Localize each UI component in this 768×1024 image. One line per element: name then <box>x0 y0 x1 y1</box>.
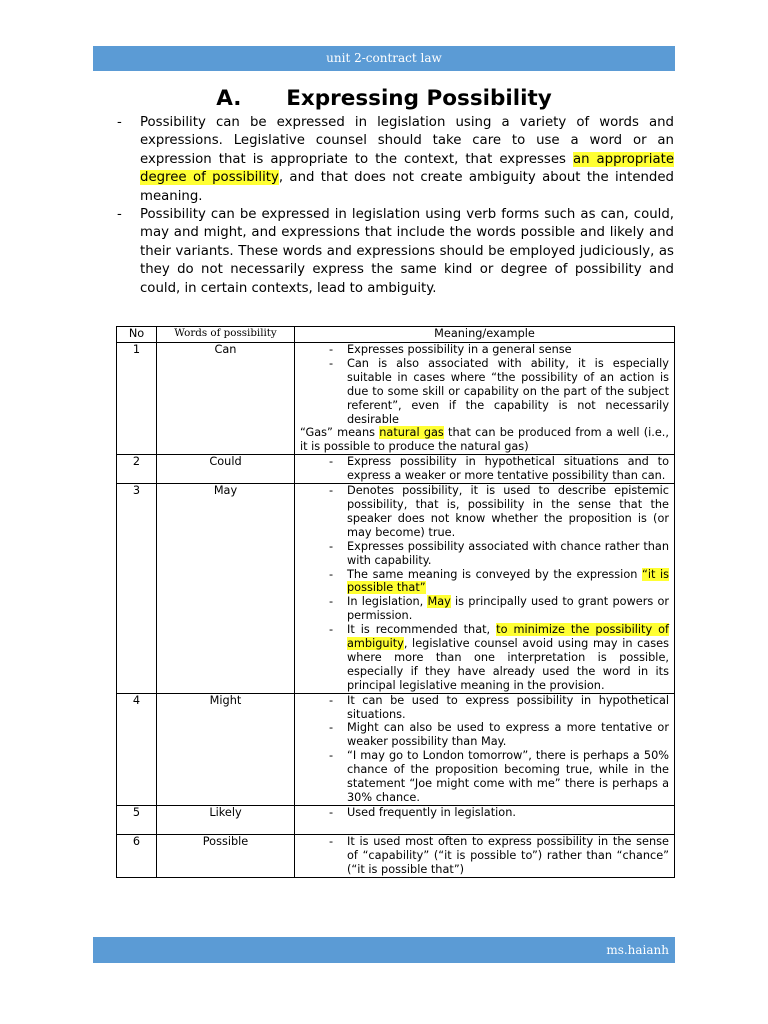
bullet-text: The same meaning is conveyed by the expression <box>347 567 642 581</box>
meaning-bullet: - It is used most often to express possibility in the sense of “capability” (“it is possible to”) rather than “chance” (“it is possible that”) <box>300 835 669 877</box>
meaning-bullet: - Can is also associated with ability, it is especially suitable in cases where “the possibility of an action is due to some skill or capability on the part of the subject referent”, even if the capability is not necessarily desirable <box>300 357 669 427</box>
highlighted-text: to minimize the possibility of ambiguity <box>347 623 670 651</box>
intro-text: Possibility can be expressed in legislation using verb forms such as can, could, may and might, and expressions that include the words possible and likely and their variants. These words and expressions should be employed judiciously, as they do not necessarily express the same kind or degree of possibility and could, in certain contexts, lead to ambiguity. <box>140 207 674 296</box>
row-meaning <box>295 834 675 877</box>
intro-text: , and that does not create ambiguity about the intended meaning. <box>140 170 674 204</box>
header-band <box>93 46 675 71</box>
intro-list <box>116 114 674 298</box>
meaning-example <box>300 426 669 454</box>
table-row <box>117 834 675 877</box>
row-number: 5 <box>117 805 157 834</box>
meaning-bullet: - Express possibility in hypothetical situations and to express a weaker or more tentative possibility than can. <box>300 455 669 483</box>
row-word: Likely <box>157 805 295 834</box>
meaning-bullet: - Expresses possibility associated with chance rather than with capability. <box>300 540 669 568</box>
meaning-bullet: - It can be used to express possibility in hypothetical situations. <box>300 694 669 722</box>
meaning-bullet <box>300 595 669 623</box>
example-text: “Gas” means <box>300 426 380 440</box>
highlighted-text: “it is possible that” <box>347 567 669 595</box>
row-word: Could <box>157 455 295 484</box>
highlighted-text: an appropriate degree of possibility <box>140 151 674 186</box>
highlighted-text: natural gas <box>379 426 444 440</box>
bullet-text: In legislation, <box>347 595 428 609</box>
meaning-bullet <box>300 568 669 596</box>
row-meaning <box>295 484 675 694</box>
meaning-bullet: - Denotes possibility, it is used to describe epistemic possibility, that is, possibility in the sense that the speaker does not know whether the proposition is (or may become) true. <box>300 484 669 540</box>
row-word: Can <box>157 343 295 455</box>
footer-author: ms.haianh <box>606 943 669 957</box>
row-number: 4 <box>117 693 157 805</box>
table-row <box>117 693 675 805</box>
row-number: 6 <box>117 834 157 877</box>
table-row <box>117 484 675 694</box>
table-row <box>117 343 675 455</box>
intro-text: Possibility can be expressed in legislation using a variety of words and expressions. Legislative counsel should take care to use a word or an expression that is appropriate to the context, that expresses <box>140 115 674 167</box>
possibility-table <box>116 326 675 878</box>
header-title: unit 2-contract law <box>326 51 442 65</box>
table-row <box>117 805 675 834</box>
section-title: Expressing Possibility <box>286 86 552 111</box>
row-number: 2 <box>117 455 157 484</box>
section-heading <box>0 86 768 111</box>
row-meaning <box>295 693 675 805</box>
footer-band <box>93 937 675 963</box>
row-meaning <box>295 805 675 834</box>
row-meaning <box>295 343 675 455</box>
highlighted-text: May <box>427 595 451 609</box>
row-word: May <box>157 484 295 694</box>
bullet-text: is principally used to grant powers or permission. <box>347 595 670 623</box>
col-header-meaning: Meaning/example <box>295 327 675 343</box>
table-row <box>117 455 675 484</box>
row-word: Might <box>157 693 295 805</box>
row-number: 1 <box>117 343 157 455</box>
row-meaning <box>295 455 675 484</box>
bullet-text: , legislative counsel avoid using may in cases where more than one interpretation is possible, especially if they have already used the word in its principal legislative meaning in the provision. <box>347 637 669 692</box>
row-word: Possible <box>157 834 295 877</box>
intro-item <box>116 206 674 298</box>
col-header-word: Words of possibility <box>157 327 295 343</box>
meaning-bullet: - Used frequently in legislation. <box>300 806 669 820</box>
intro-item <box>116 114 674 206</box>
row-number: 3 <box>117 484 157 694</box>
meaning-bullet: - Expresses possibility in a general sense <box>300 343 669 357</box>
example-text: that can be produced from a well (i.e., it is possible to produce the natural gas) <box>300 426 669 454</box>
bullet-text: It is recommended that, <box>347 623 497 637</box>
meaning-bullet: - Might can also be used to express a more tentative or weaker possibility than May. <box>300 721 669 749</box>
meaning-bullet: - “I may go to London tomorrow”, there is perhaps a 50% chance of the proposition becoming true, while in the statement “Joe might come with me” there is perhaps a 30% chance. <box>300 749 669 805</box>
table-header-row <box>117 327 675 343</box>
meaning-bullet <box>300 623 669 693</box>
section-label: A. <box>216 86 242 111</box>
col-header-no: No <box>117 327 157 343</box>
